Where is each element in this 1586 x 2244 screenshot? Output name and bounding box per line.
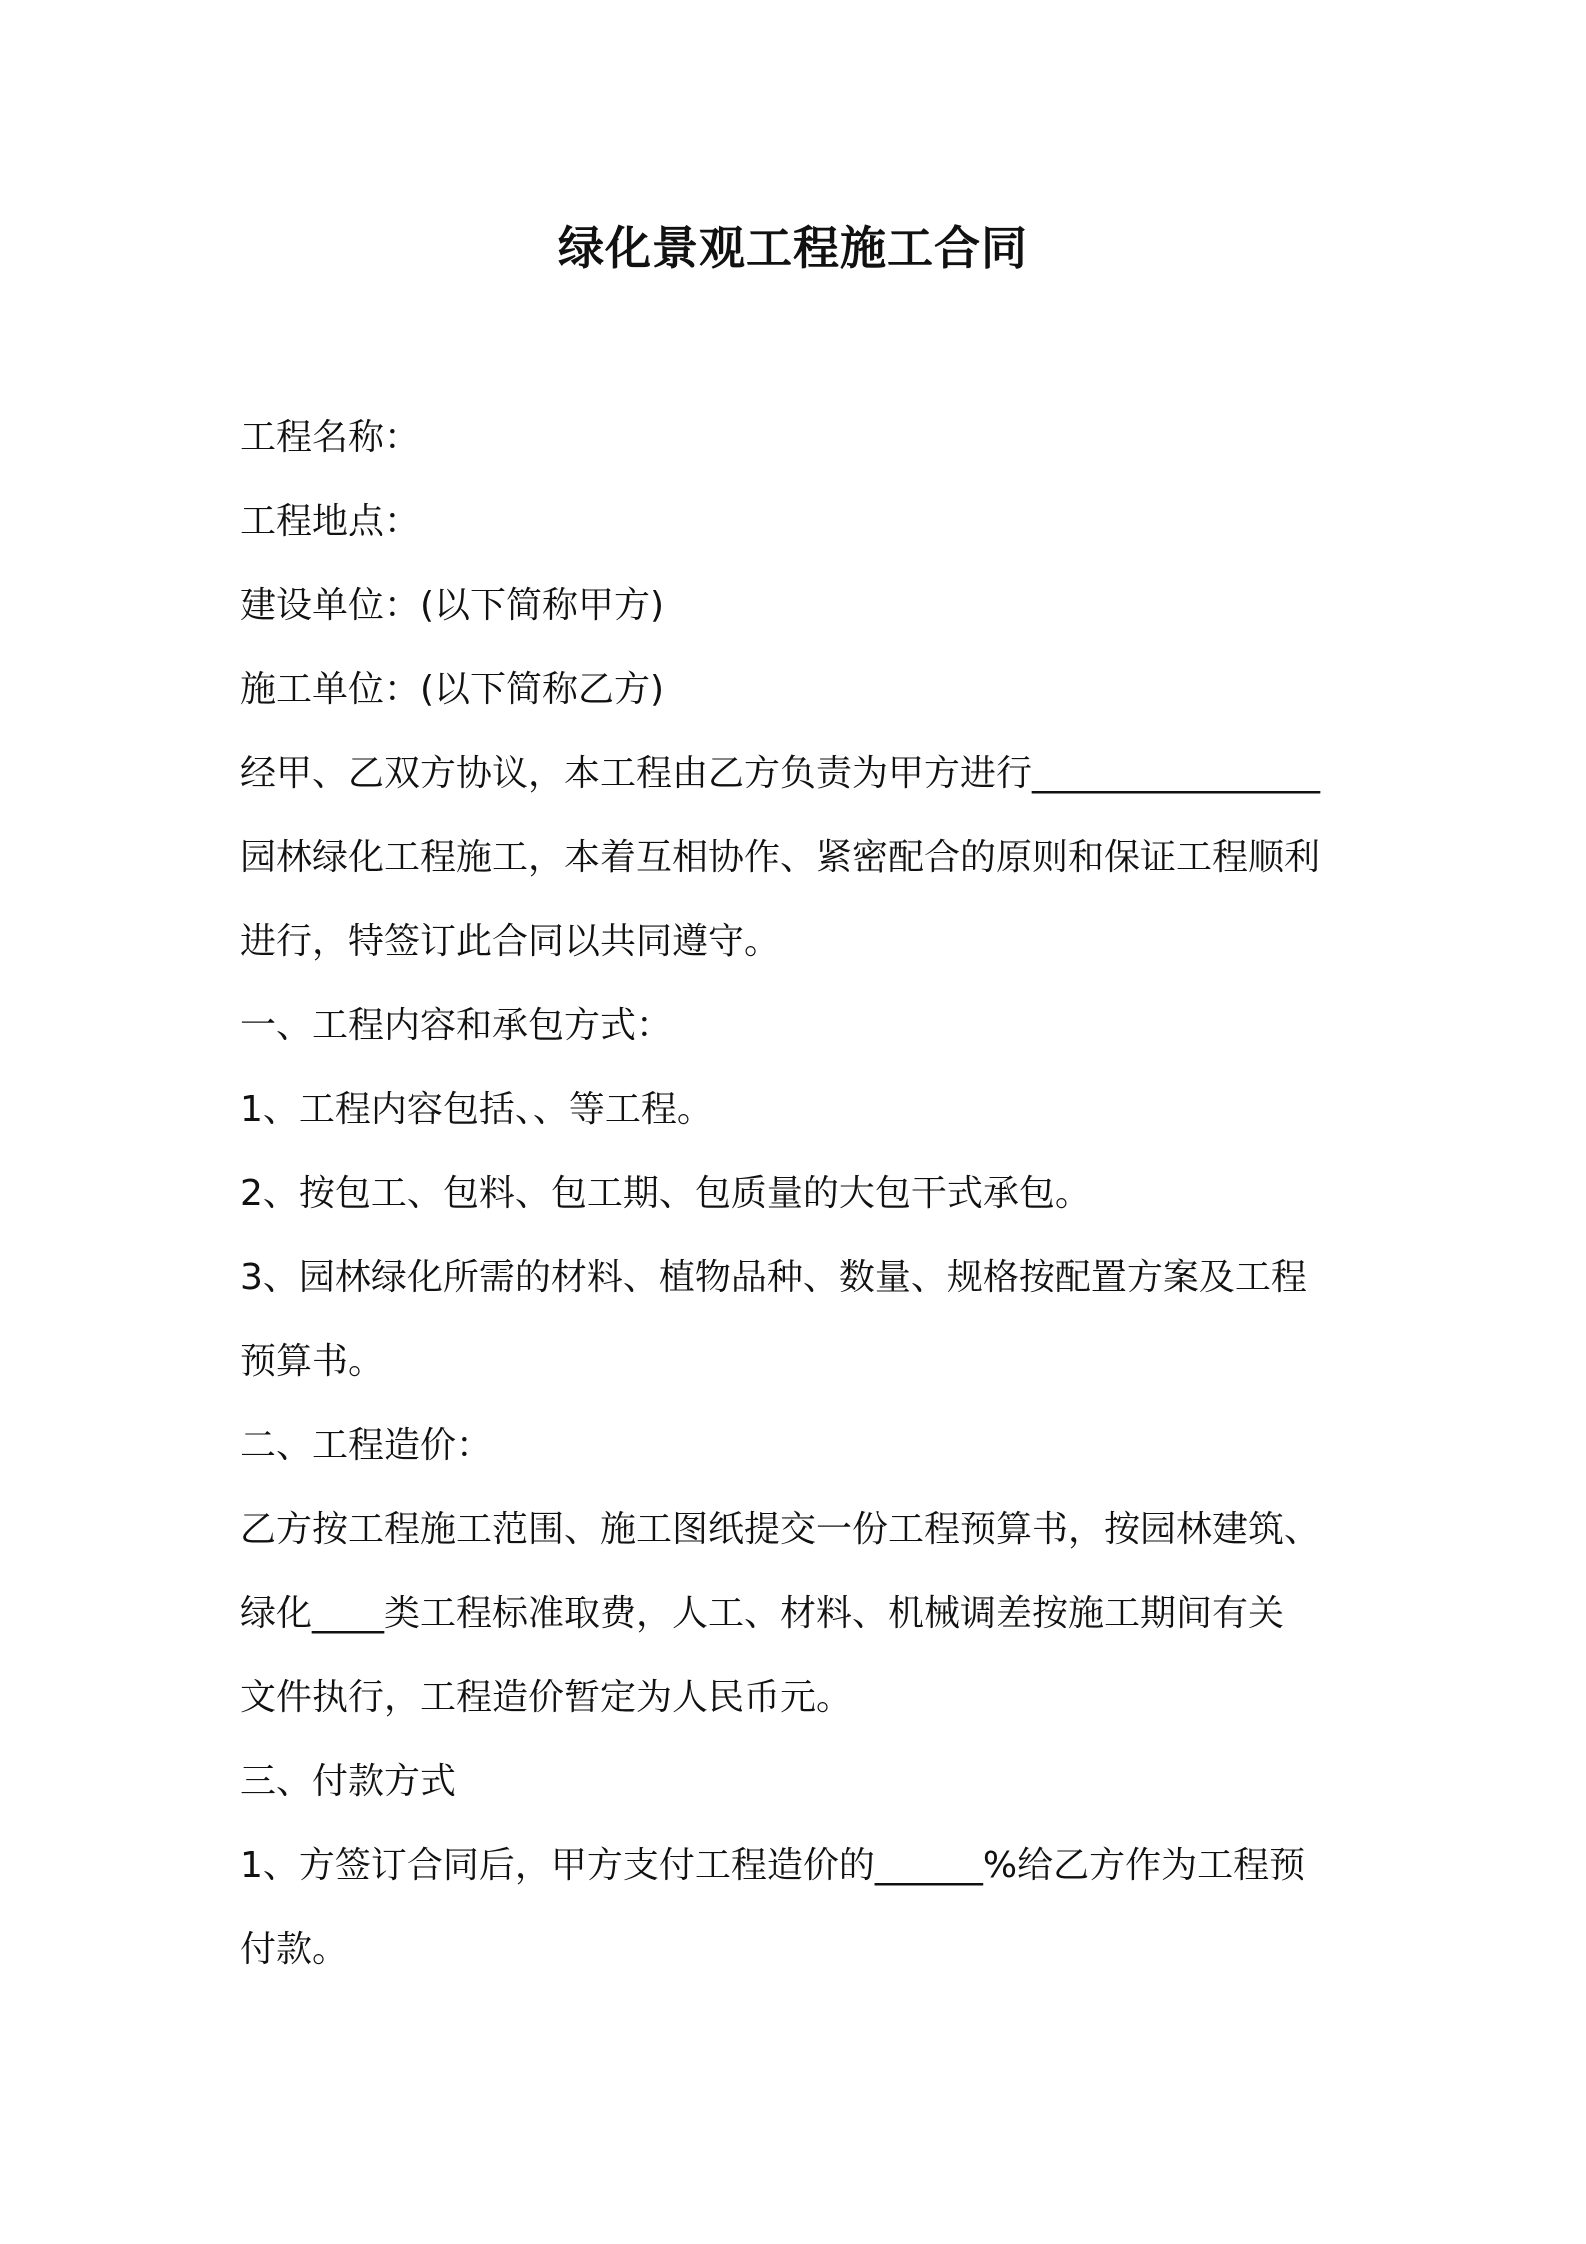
line-project-location: 工程地点： (240, 501, 421, 542)
section-heading-payment: 三、付款方式 (240, 1761, 457, 1802)
paragraph-agreement-line-3: 进行，特签订此合同以共同遵守。 (240, 921, 781, 962)
section-heading-cost: 二、工程造价： (240, 1425, 493, 1466)
document-title: 绿化景观工程施工合同 (558, 221, 1028, 275)
line-project-name: 工程名称： (240, 417, 421, 458)
clause-scope-1: 1、工程内容包括、、等工程。 (240, 1089, 713, 1130)
document-body (240, 396, 1360, 1992)
clause-scope-2: 2、按包工、包料、包工期、包质量的大包干式承包。 (240, 1173, 1091, 1214)
clause-scope-3-line-1: 3、园林绿化所需的材料、植物品种、数量、规格按配置方案及工程 (240, 1257, 1307, 1298)
paragraph-cost-line-1: 乙方按工程施工范围、施工图纸提交一份工程预算书，按园林建筑、 (240, 1509, 1321, 1550)
line-contractor-unit: 施工单位：(以下简称乙方) (240, 669, 665, 710)
line-construction-unit: 建设单位：(以下简称甲方) (240, 585, 665, 626)
paragraph-cost-line-2: 绿化____类工程标准取费，人工、材料、机械调差按施工期间有关 (240, 1593, 1285, 1634)
paragraph-cost-line-3: 文件执行，工程造价暂定为人民币元。 (240, 1677, 853, 1718)
clause-payment-1-line-1: 1、方签订合同后，甲方支付工程造价的______%给乙方作为工程预 (240, 1845, 1306, 1886)
paragraph-agreement-line-2: 园林绿化工程施工，本着互相协作、紧密配合的原则和保证工程顺利 (240, 837, 1321, 878)
clause-scope-3-line-2: 预算书。 (240, 1341, 385, 1382)
paragraph-agreement-line-1: 经甲、乙双方协议，本工程由乙方负责为甲方进行________________ (240, 753, 1321, 794)
section-heading-scope: 一、工程内容和承包方式： (240, 1005, 673, 1046)
clause-payment-1-line-2: 付款。 (240, 1929, 349, 1970)
